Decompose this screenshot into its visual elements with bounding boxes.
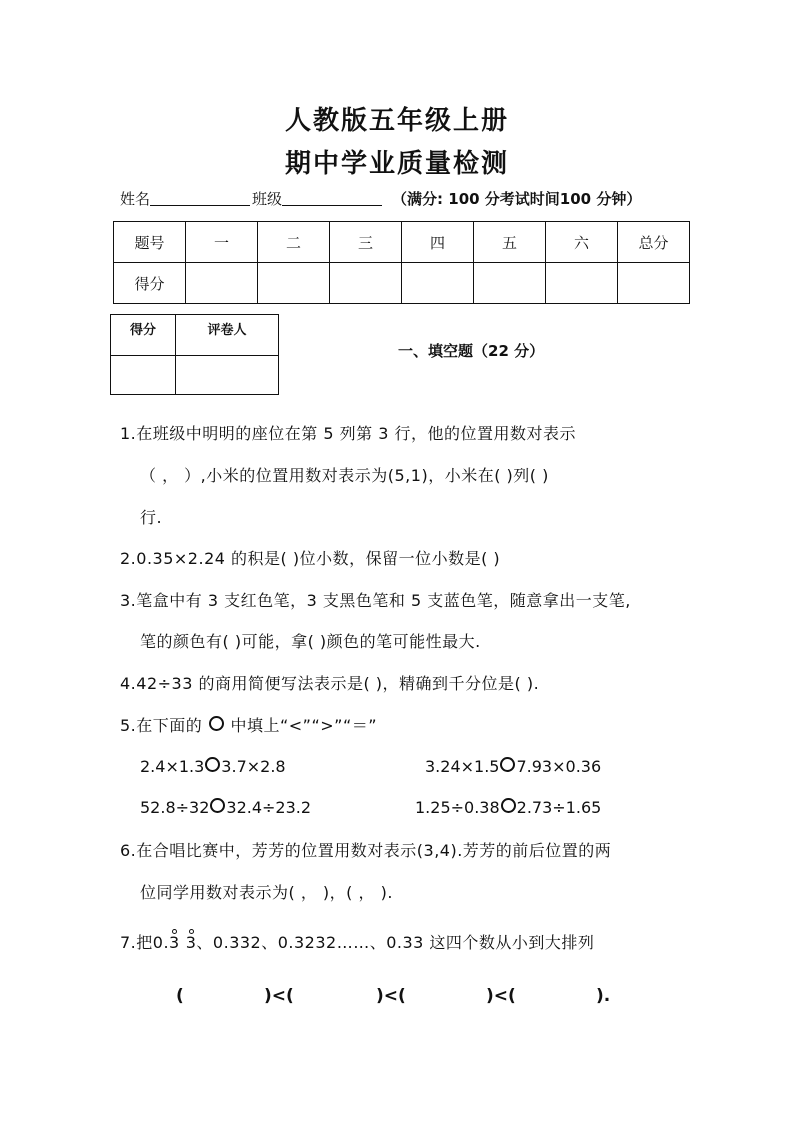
question-6-line-1: 6.在合唱比赛中，芳芳的位置用数对表示(3,4).芳芳的前后位置的两 (120, 841, 612, 860)
score-cell[interactable] (330, 263, 402, 304)
order-bracket: ). (596, 986, 611, 1006)
question-7-text: 、0.332、0.3232……、0.33 这四个数从小到大排列 (196, 933, 595, 952)
comparison-2 (425, 757, 601, 776)
score-header-cell: 题号 (114, 222, 186, 263)
score-cell[interactable] (474, 263, 546, 304)
comparison-left: 52.8÷32 (140, 798, 210, 817)
score-cell[interactable] (618, 263, 690, 304)
repeating-digit: 3 (169, 933, 180, 952)
question-1-line-1: 1.在班级中明明的座位在第 5 列第 3 行，他的位置用数对表示 (120, 424, 576, 443)
comparison-right: 2.73÷1.65 (516, 798, 602, 817)
score-cell[interactable] (258, 263, 330, 304)
score-row-label: 得分 (114, 263, 186, 304)
answer-circle-icon[interactable] (210, 798, 225, 813)
comparison-right: 32.4÷23.2 (226, 798, 312, 817)
section-title: 一、填空题（22 分） (398, 342, 545, 360)
comparison-right: 7.93×0.36 (516, 757, 602, 776)
exam-note: （满分: 100 分考试时间100 分钟） (392, 190, 642, 208)
question-6-line-2: 位同学用数对表示为( ， )，( ， ). (140, 883, 393, 902)
title-line-2: 期中学业质量检测 (284, 149, 509, 179)
order-bracket: ( (176, 986, 184, 1006)
score-header-cell: 一 (186, 222, 258, 263)
comparison-left: 2.4×1.3 (140, 757, 205, 776)
score-header-cell: 二 (258, 222, 330, 263)
question-3-line-1: 3.笔盒中有 3 支红色笔，3 支黑色笔和 5 支蓝色笔，随意拿出一支笔, (120, 591, 631, 610)
score-header-cell: 六 (546, 222, 618, 263)
grader-table (110, 314, 279, 395)
order-bracket: )<( (486, 986, 516, 1006)
answer-circle-icon[interactable] (500, 757, 515, 772)
grader-score-cell[interactable] (111, 356, 176, 395)
answer-circle-icon[interactable] (205, 757, 220, 772)
question-5 (120, 713, 377, 736)
repeating-digit: 3 (185, 933, 197, 952)
score-cell[interactable] (402, 263, 474, 304)
question-7 (120, 930, 594, 953)
score-header-cell: 五 (474, 222, 546, 263)
grader-name-header: 评卷人 (176, 315, 279, 356)
question-1-line-2: （ ， ）,小米的位置用数对表示为(5,1)，小米在( )列( ) (140, 466, 549, 485)
score-cell[interactable] (186, 263, 258, 304)
question-7-prefix: 7.把0. (120, 933, 170, 952)
order-bracket: )<( (376, 986, 406, 1006)
question-3-line-2: 笔的颜色有( )可能，拿( )颜色的笔可能性最大. (140, 632, 481, 651)
grader-score-header: 得分 (111, 315, 176, 356)
student-info-line (120, 188, 641, 209)
circle-icon (209, 716, 224, 731)
question-4: 4.42÷33 的商用简便写法表示是( )，精确到千分位是( ). (120, 674, 540, 693)
question-5-instruction: 中填上“<”“>”“＝” (230, 716, 378, 735)
score-header-cell: 总分 (618, 222, 690, 263)
name-label: 姓名 (120, 190, 151, 208)
grader-name-cell[interactable] (176, 356, 279, 395)
class-label: 班级 (252, 190, 283, 208)
answer-circle-icon[interactable] (501, 798, 516, 813)
question-1-line-3: 行. (140, 508, 163, 527)
score-cell[interactable] (546, 263, 618, 304)
question-5-intro: 5.在下面的 (120, 716, 203, 735)
comparison-right: 3.7×2.8 (221, 757, 286, 776)
score-table-header-row (114, 222, 690, 263)
order-bracket: )<( (264, 986, 294, 1006)
score-header-cell: 三 (330, 222, 402, 263)
comparison-4 (415, 798, 601, 817)
comparison-3 (140, 798, 311, 817)
comparison-1 (140, 757, 286, 776)
score-table (113, 221, 690, 304)
question-2: 2.0.35×2.24 的积是( )位小数，保留一位小数是( ) (120, 549, 501, 568)
class-blank[interactable] (282, 191, 382, 206)
title-line-1: 人教版五年级上册 (284, 106, 509, 136)
name-blank[interactable] (150, 191, 250, 206)
score-table-score-row (114, 263, 690, 304)
comparison-left: 1.25÷0.38 (415, 798, 500, 817)
score-header-cell: 四 (402, 222, 474, 263)
comparison-left: 3.24×1.5 (425, 757, 500, 776)
